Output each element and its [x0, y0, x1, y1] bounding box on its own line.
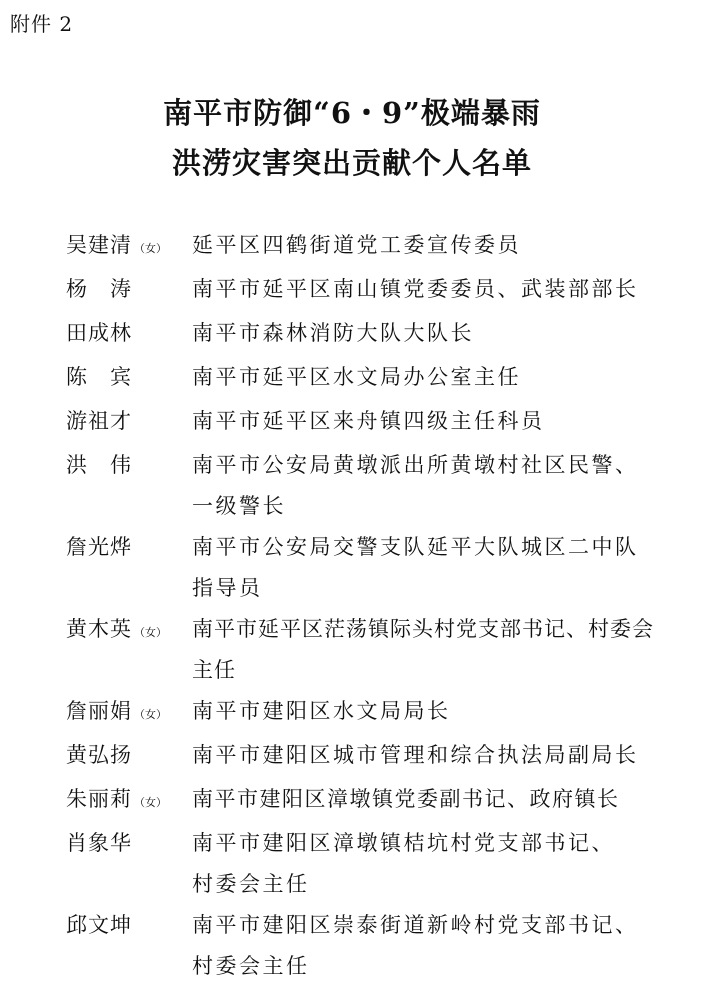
gender-note: （女）	[134, 242, 167, 255]
person-role: 南平市建阳区城市管理和综合执法局副局长	[192, 743, 639, 767]
name-text: 肖象华	[66, 831, 132, 855]
list-item	[66, 905, 676, 987]
person-role: 南平市建阳区漳墩镇党委副书记、政府镇长	[192, 787, 620, 811]
person-role: 南平市建阳区水文局局长	[192, 699, 451, 723]
person-role: 延平区四鹤街道党工委宣传委员	[192, 233, 521, 257]
name-text: 杨 涛	[66, 277, 132, 301]
person-role: 南平市延平区南山镇党委委员、武装部部长	[192, 277, 639, 301]
list-item	[66, 357, 676, 401]
list-item	[66, 401, 676, 445]
person-role: 南平市延平区茫荡镇际头村党支部书记、村委会 主任	[192, 617, 654, 682]
gender-note: （女）	[134, 708, 167, 721]
list-item	[66, 779, 676, 823]
list-item	[66, 445, 676, 527]
list-item	[66, 691, 676, 735]
person-name	[66, 735, 192, 779]
list-item	[66, 823, 676, 905]
list-item	[66, 225, 676, 269]
person-role: 南平市延平区水文局办公室主任	[192, 365, 521, 389]
list-item	[66, 527, 676, 609]
person-name	[66, 823, 192, 867]
person-name	[66, 313, 192, 357]
person-name	[66, 401, 192, 445]
person-role: 南平市公安局黄墩派出所黄墩村社区民警、 一级警长	[192, 453, 639, 518]
title-line-2: 洪涝灾害突出贡献个人名单	[171, 146, 532, 180]
name-text: 吴建清	[66, 233, 132, 257]
person-name	[66, 691, 192, 735]
name-text: 游祖才	[66, 409, 132, 433]
person-name	[66, 225, 192, 269]
list-item	[66, 269, 676, 313]
document-title	[0, 88, 704, 188]
person-role: 南平市建阳区漳墩镇桔坑村党支部书记、 村委会主任	[192, 831, 615, 896]
title-line-1: 南平市防御“6・9”极端暴雨	[163, 96, 541, 130]
name-text: 黄木英	[66, 617, 132, 641]
name-text: 洪 伟	[66, 453, 132, 477]
name-text: 詹丽娟	[66, 699, 132, 723]
gender-note: （女）	[134, 626, 167, 639]
person-name	[66, 445, 192, 489]
list-item	[66, 735, 676, 779]
person-role: 南平市建阳区崇泰街道新岭村党支部书记、 村委会主任	[192, 913, 639, 978]
name-text: 陈 宾	[66, 365, 132, 389]
name-text: 黄弘扬	[66, 743, 132, 767]
person-role: 南平市森林消防大队大队长	[192, 321, 474, 345]
person-name	[66, 269, 192, 313]
name-text: 田成林	[66, 321, 132, 345]
list-item	[66, 609, 676, 691]
person-name	[66, 609, 192, 653]
person-role: 南平市公安局交警支队延平大队城区二中队 指导员	[192, 535, 639, 600]
name-text: 朱丽莉	[66, 787, 132, 811]
person-name	[66, 905, 192, 949]
name-text: 詹光烨	[66, 535, 132, 559]
name-text: 邱文坤	[66, 913, 132, 937]
person-name	[66, 357, 192, 401]
gender-note: （女）	[134, 796, 167, 809]
person-name	[66, 779, 192, 823]
person-name	[66, 527, 192, 571]
person-role: 南平市延平区来舟镇四级主任科员	[192, 409, 545, 433]
list-item	[66, 313, 676, 357]
honoree-list	[66, 225, 676, 987]
attachment-label: 附件 2	[10, 12, 74, 36]
